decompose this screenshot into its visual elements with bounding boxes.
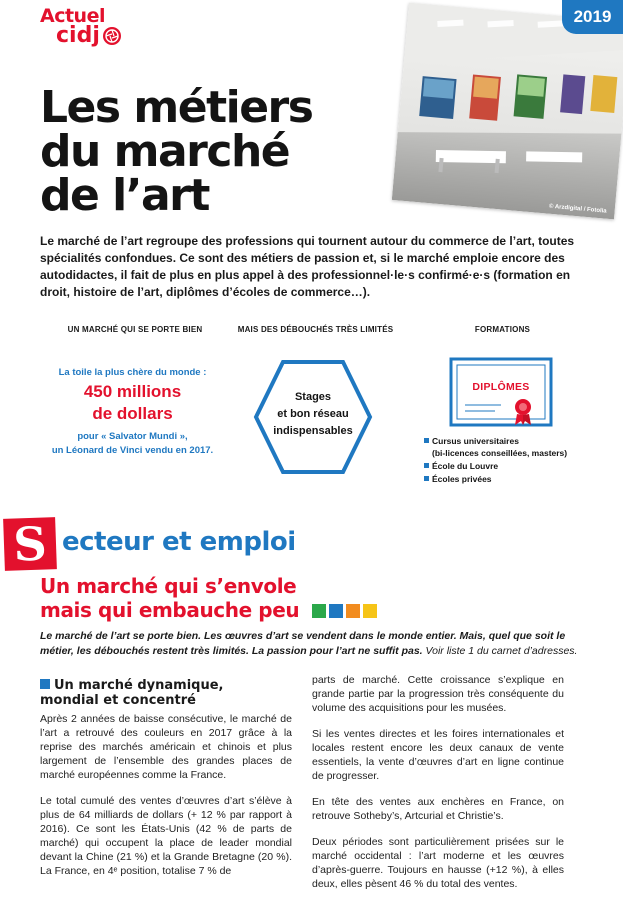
photo-credit: © Arzdigital / Fotolia (548, 203, 607, 215)
title-line-3: de l’art (40, 170, 209, 221)
orange-square-icon (346, 604, 360, 618)
title-line-1: Les métiers (40, 82, 313, 133)
stat-note (40, 430, 225, 458)
green-square-icon (312, 604, 326, 618)
stat-value (50, 381, 215, 425)
stat-note-line-2: un Léonard de Vinci vendu en 2017. (51, 445, 214, 456)
subtitle-line-2: mais qui embauche peu (40, 598, 300, 622)
yellow-square-icon (363, 604, 377, 618)
logo-aperture-icon (103, 27, 121, 45)
intro-paragraph: Le marché de l’art regroupe des professions qui tournent autour du commerce de l’art, toutes spécialités confondues. Ce sont des métiers de passion et, si le marché emploie encore des autodidactes, il fait de plus en plus appel à des professionnel·le·s confirmé·e·s (formation en droit, histoire de l’art, diplômes d’écoles de commerce…). (40, 234, 575, 299)
page-title (40, 82, 400, 221)
body-paragraph: Si les ventes directes et les foires internationales et locales restent encore les deux canaux de vente essentiels, la vente d’œuvres d’art en ligne continue de progresser. (312, 728, 564, 782)
body-paragraph: En tête des ventes aux enchères en France, on retrouve Sotheby’s, Artcurial et Christie’s. (312, 796, 564, 822)
section-title: ecteur et emploi (62, 527, 296, 557)
body-paragraph: Deux périodes sont particulièrement prisées sur le marché occidental : l’art moderne et les œuvres d’après-guerre. Toujours en hausse (+12 %), à elles deux, elles pèsent 46 % du total des ventes. (312, 836, 564, 890)
list-item: Écoles privées (424, 473, 604, 485)
lead-paragraph: Le marché de l’art se porte bien. Les œuvres d’art se vendent dans le monde entier. Mais, quel que soit le métier, les débouchés restent très limités. La passion pour l’art ne suffit pas. Voir liste 1 du carnet d’adresses. (40, 630, 578, 657)
section-subtitle (40, 574, 440, 622)
title-line-2: du marché (40, 126, 290, 177)
body-paragraph: parts de marché. Cette croissance s’explique en grande partie par la progression très conséquente du volume des acquisitions pour les musées. (312, 674, 564, 714)
stat-lead: La toile la plus chère du monde : (58, 367, 207, 378)
stat-value-line-1: 450 millions (83, 382, 182, 401)
formations-list (424, 435, 604, 486)
header-market: UN MARCHÉ QUI SE PORTE BIEN (67, 325, 203, 334)
blue-bullet-icon (40, 679, 50, 689)
logo-line-actuel: Actuel (40, 5, 105, 27)
diploma-label: DIPLÔMES (472, 381, 530, 393)
stat-note-line-1: pour « Salvator Mundi », (77, 431, 188, 442)
list-item: École du Louvre (424, 460, 604, 472)
hexagon-text: Stages et bon réseau indispensables (273, 391, 353, 437)
body-paragraph: Après 2 années de baisse consécutive, le marché de l’art a retrouvé des couleurs en 2017 grâce à la reprise des marchés américain et chinois et plus largement de l’ensemble des grandes places de marché européennes comme la France. (40, 713, 292, 781)
body-paragraph: Le total cumulé des ventes d’œuvres d’art s’élève à plus de 64 milliards de dollars (+ 12 % par rapport à 2016). Ce sont les États-Unis (42 % de parts de marché) qui occupent la place de leader mondial devant la Chine (21 %) et la Grande Bretagne (20 %). La France, en 4ᵉ position, totalise 7 % de (40, 795, 292, 877)
list-item: Cursus universitaires (bi-licences conseillées, masters) (424, 435, 604, 459)
stat-value-line-2: de dollars (92, 404, 173, 423)
subsection-heading: Un marché dynamique, mondial et concentré (40, 678, 224, 708)
address-reference: Voir liste 1 du carnet d’adresses. (425, 645, 578, 657)
blue-square-icon (329, 604, 343, 618)
body-column-right (312, 673, 564, 900)
header-formations: FORMATIONS (474, 325, 531, 334)
subtitle-line-1: Un marché qui s’envole (40, 574, 297, 598)
section-initial: S (3, 517, 57, 571)
header-jobs: MAIS DES DÉBOUCHÉS TRÈS LIMITÉS (237, 325, 394, 334)
body-column-left (40, 678, 292, 890)
cidj-logo (40, 6, 121, 46)
year-badge: 2019 (562, 0, 623, 34)
logo-line-cidj: cidj (56, 23, 100, 48)
gallery-photo (392, 3, 623, 220)
